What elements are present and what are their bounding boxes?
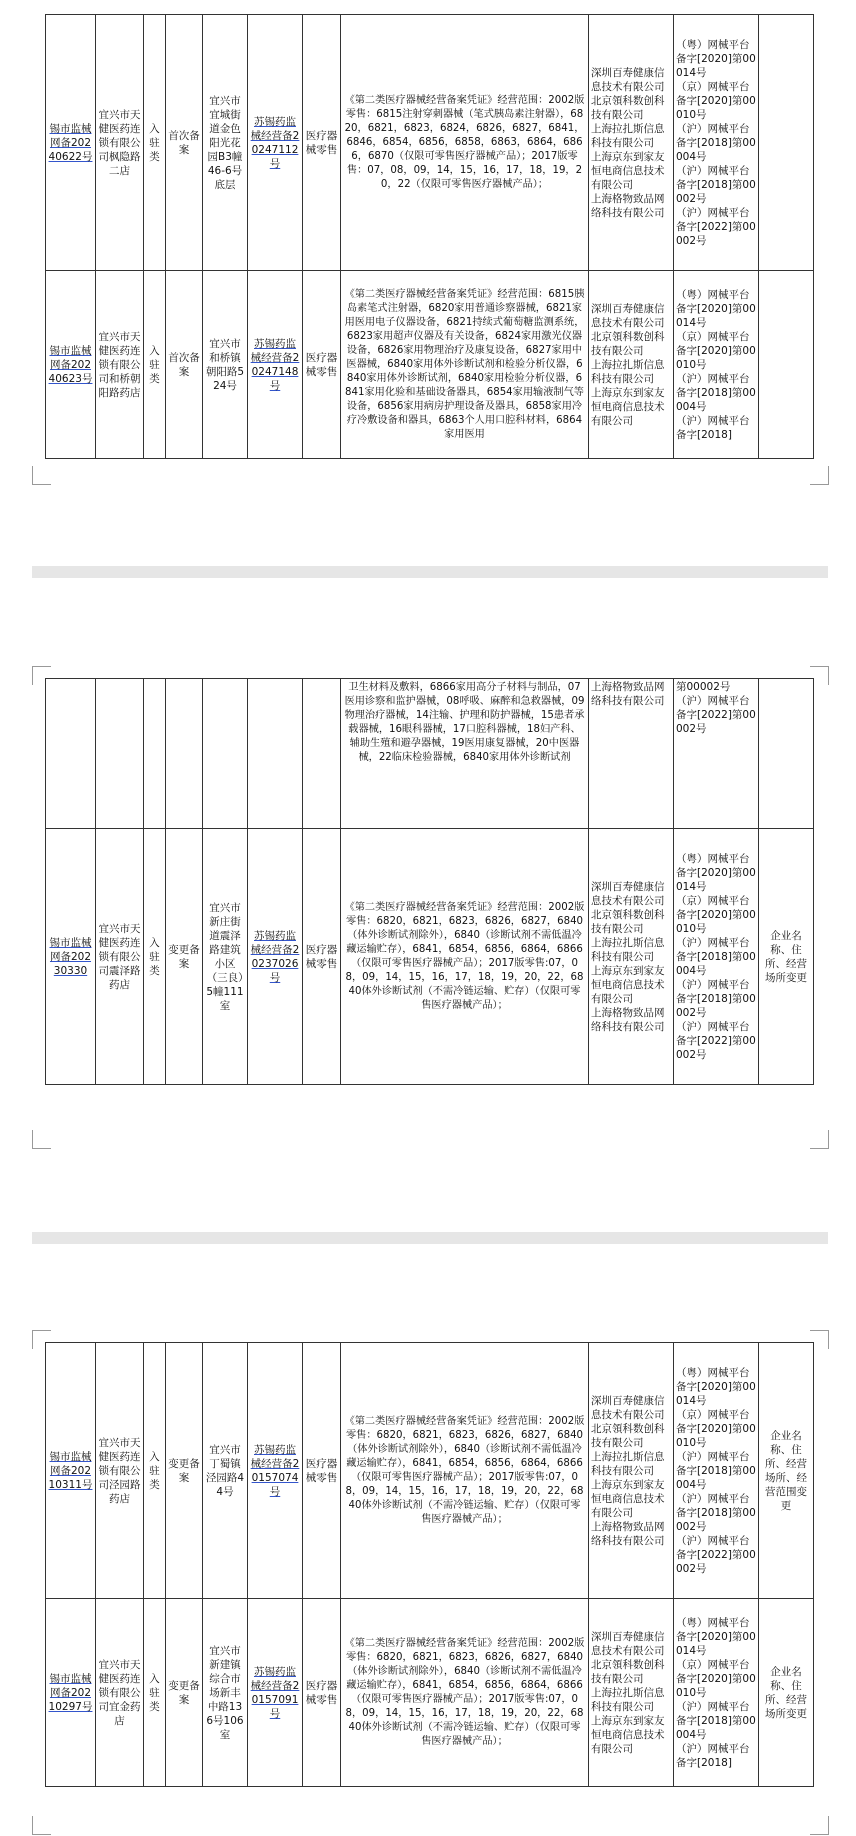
remark-cell: 企业名称、住所、经营场所变更 bbox=[759, 1599, 814, 1787]
page-break-band bbox=[32, 1232, 828, 1244]
platform-name: 北京領科数创科技有限公司 bbox=[591, 908, 665, 935]
platform-record: （沪）网械平台备字[2018]第00002号 bbox=[676, 164, 756, 205]
platform-record: （粤）网械平台备字[2020]第00014号 bbox=[676, 1366, 756, 1407]
platform-record: （沪）网械平台备字[2018]第00004号 bbox=[676, 372, 756, 413]
margin-corner-mark bbox=[32, 1130, 51, 1149]
company-cell: 宜兴市天健医药连锁有限公司震泽路药店 bbox=[96, 829, 144, 1085]
record-table-block-2 bbox=[45, 678, 814, 1085]
platform-record: （沪）网械平台备字[2022]第00002号 bbox=[676, 1020, 756, 1061]
table-row bbox=[46, 15, 814, 271]
platform-record: （沪）网械平台备字[2018]第00002号 bbox=[676, 978, 756, 1019]
scope-cell: 《第二类医疗器械经营备案凭证》经营范围：2002版零售：6820，6821，6823，6826，6827，6840（体外诊断试剂除外），6840（诊断试剂不需低温冷藏运输贮存），6841，6854，6856，6864，6866（仅限可零售医疗器械产品）；2017版零售:07，08，09，14，15，16，17，18，19，20，22，6840体外诊断试剂（不需冷链运输、贮存）（仅限可零售医疗器械产品）； bbox=[341, 829, 589, 1085]
scope-cell: 《第二类医疗器械经营备案凭证》经营范围：6815胰岛素笔式注射器，6820家用普通诊察器械，6821家用医用电子仪器设备，6821持续式葡萄糖监测系统，6823家用超声仪器及有关设备，6824家用激光仪器设备，6826家用物理治疗及康复设备，6827家用中医器械，6840家用体外诊断试剂和检验分析仪器，6840家用体外诊断试剂，6840家用检验分析仪器，6841家用化验和基础设备器具，6854家用输液制气等设备，6856家用病房护理设备及器具，6858家用冷疗冷敷设备和器具，6863个人用口腔科材料，6864家用医用 bbox=[341, 271, 589, 459]
platform-name: 深圳百寿健康信息技术有限公司 bbox=[591, 66, 665, 93]
mode-cell: 医疗器械零售 bbox=[303, 271, 341, 459]
table-row bbox=[46, 271, 814, 459]
page-break-band bbox=[32, 566, 828, 578]
scope-cell: 《第二类医疗器械经营备案凭证》经营范围：2002版零售：6820，6821，6823，6826，6827，6840（体外诊断试剂除外），6840（诊断试剂不需低温冷藏运输贮存），6841，6854，6856，6864，6866（仅限可零售医疗器械产品）；2017版零售:07，08，09，14，15，16，17，18，19，20，22，6840体外诊断试剂（不需冷链运输、贮存）（仅限可零售医疗器械产品）； bbox=[341, 1343, 589, 1599]
address-cell: 宜兴市新建镇综合市场新丰中路136号106室 bbox=[203, 1599, 248, 1787]
platform-record-cell bbox=[674, 829, 759, 1085]
company-cell: 宜兴市天健医药连锁有限公司泾园路药店 bbox=[96, 1343, 144, 1599]
license-cell: 苏锡药监械经营备20247148号 bbox=[248, 271, 303, 459]
platform-record: （沪）网械平台备字[2018] bbox=[676, 414, 750, 441]
remark-cell bbox=[759, 271, 814, 459]
license-cell bbox=[248, 679, 303, 829]
table-row bbox=[46, 1599, 814, 1787]
mode-cell bbox=[303, 679, 341, 829]
record-no-cell: 锡市监械网备20240622号 bbox=[46, 15, 96, 271]
platform-name: 深圳百寿健康信息技术有限公司 bbox=[591, 1630, 665, 1657]
action-cell: 变更备案 bbox=[166, 1599, 203, 1787]
platform-record-cell bbox=[674, 15, 759, 271]
platform-name: 北京領科数创科技有限公司 bbox=[591, 94, 665, 121]
table-row bbox=[46, 829, 814, 1085]
platform-record: （沪）网械平台备字[2018]第00004号 bbox=[676, 122, 756, 163]
remark-cell bbox=[759, 15, 814, 271]
address-cell: 宜兴市宜城街道金色阳光花园B3幢46-6号底层 bbox=[203, 15, 248, 271]
record-table-block-1 bbox=[45, 14, 814, 459]
platform-record: （京）网械平台备字[2020]第00010号 bbox=[676, 1658, 756, 1699]
platform-record: （沪）网械平台备字[2018]第00004号 bbox=[676, 936, 756, 977]
table-row-continued bbox=[46, 679, 814, 829]
platform-record: （粤）网械平台备字[2020]第00014号 bbox=[676, 1616, 756, 1657]
margin-corner-mark bbox=[810, 466, 829, 485]
action-cell: 变更备案 bbox=[166, 1343, 203, 1599]
platform-record: （沪）网械平台备字[2022]第00002号 bbox=[676, 1534, 756, 1575]
platform-name: 上海拉扎斯信息科技有限公司 bbox=[591, 122, 665, 149]
address-cell: 宜兴市新庄街道震泽路建筑小区（三良）5幢111室 bbox=[203, 829, 248, 1085]
remark-cell: 企业名称、住所、经营场所、经营范围变更 bbox=[759, 1343, 814, 1599]
platform-record-cell bbox=[674, 1343, 759, 1599]
record-no-cell: 锡市监械网备20230330 bbox=[46, 829, 96, 1085]
platform-record: （沪）网械平台备字[2022]第00002号 bbox=[676, 695, 756, 735]
type-cell: 入驻类 bbox=[144, 1343, 166, 1599]
company-cell: 宜兴市天健医药连锁有限公司宜金药店 bbox=[96, 1599, 144, 1787]
scope-cell: 卫生材料及敷料，6866家用高分子材料与制品，07医用诊察和监护器械，08呼吸、麻醉和急救器械，09物理治疗器械，14注输、护理和防护器械，15患者承载器械，16眼科器械，17口腔科器械，18妇产科、辅助生殖和避孕器械，19医用康复器械，20中医器械，22临床检验器械，6840家用体外诊断试剂 bbox=[341, 679, 589, 829]
platform-record: （沪）网械平台备字[2018]第00004号 bbox=[676, 1450, 756, 1491]
platform-name: 上海格物致品网络科技有限公司 bbox=[591, 1006, 665, 1033]
platform-record: （京）网械平台备字[2020]第00010号 bbox=[676, 330, 756, 371]
margin-corner-mark bbox=[810, 1130, 829, 1149]
record-no-cell bbox=[46, 679, 96, 829]
type-cell: 入驻类 bbox=[144, 1599, 166, 1787]
platform-record-cell bbox=[674, 271, 759, 459]
platform-record: （粤）网械平台备字[2020]第00014号 bbox=[676, 288, 756, 329]
platform-record-cell bbox=[674, 679, 759, 829]
mode-cell: 医疗器械零售 bbox=[303, 829, 341, 1085]
platform-record: （京）网械平台备字[2020]第00010号 bbox=[676, 894, 756, 935]
platform-cell bbox=[589, 15, 674, 271]
platform-record: （粤）网械平台备字[2020]第00014号 bbox=[676, 852, 756, 893]
platform-record: 第00002号 bbox=[676, 681, 731, 693]
mode-cell: 医疗器械零售 bbox=[303, 1343, 341, 1599]
license-cell: 苏锡药监械经营备20247112号 bbox=[248, 15, 303, 271]
platform-name: 上海京东到家友恒电商信息技术有限公司 bbox=[591, 1478, 665, 1519]
license-cell: 苏锡药监械经营备20157091号 bbox=[248, 1599, 303, 1787]
platform-name: 北京領科数创科技有限公司 bbox=[591, 1422, 665, 1449]
mode-cell: 医疗器械零售 bbox=[303, 1599, 341, 1787]
type-cell: 入驻类 bbox=[144, 829, 166, 1085]
license-cell: 苏锡药监械经营备20157074号 bbox=[248, 1343, 303, 1599]
action-cell: 变更备案 bbox=[166, 829, 203, 1085]
address-cell bbox=[203, 679, 248, 829]
platform-name: 上海京东到家友恒电商信息技术有限公司 bbox=[591, 150, 665, 191]
address-cell: 宜兴市和桥镇朝阳路524号 bbox=[203, 271, 248, 459]
platform-cell bbox=[589, 271, 674, 459]
platform-cell bbox=[589, 829, 674, 1085]
platform-name: 上海京东到家友恒电商信息技术有限公司 bbox=[591, 964, 665, 1005]
action-cell: 首次备案 bbox=[166, 15, 203, 271]
type-cell bbox=[144, 679, 166, 829]
address-cell: 宜兴市丁蜀镇泾园路44号 bbox=[203, 1343, 248, 1599]
platform-name: 上海京东到家友恒电商信息技术有限公司 bbox=[591, 1714, 665, 1755]
company-cell bbox=[96, 679, 144, 829]
platform-name: 上海格物致品网络科技有限公司 bbox=[591, 192, 665, 219]
platform-cell bbox=[589, 1599, 674, 1787]
company-cell: 宜兴市天健医药连锁有限公司枫隐路二店 bbox=[96, 15, 144, 271]
platform-record: （沪）网械平台备字[2018]第00002号 bbox=[676, 1492, 756, 1533]
platform-record: （京）网械平台备字[2020]第00010号 bbox=[676, 1408, 756, 1449]
record-no-cell: 锡市监械网备20210297号 bbox=[46, 1599, 96, 1787]
platform-cell bbox=[589, 679, 674, 829]
platform-name: 北京領科数创科技有限公司 bbox=[591, 1658, 665, 1685]
company-cell: 宜兴市天健医药连锁有限公司和桥朝阳路药店 bbox=[96, 271, 144, 459]
platform-name: 上海格物致品网络科技有限公司 bbox=[591, 1520, 665, 1547]
scope-cell: 《第二类医疗器械经营备案凭证》经营范围：2002版零售：6815注射穿刺器械（笔式胰岛素注射器），6820，6821，6823，6824，6826，6827，6841，6846，6854，6856，6858，6863，6864，6866，6870（仅限可零售医疗器械产品）；2017版零售：07，08，09，14，15，16，17，18，19，20，22（仅限可零售医疗器械产品）； bbox=[341, 15, 589, 271]
platform-name: 上海拉扎斯信息科技有限公司 bbox=[591, 358, 665, 385]
platform-record: （沪）网械平台备字[2018] bbox=[676, 1742, 750, 1769]
table-row bbox=[46, 1343, 814, 1599]
platform-name: 上海拉扎斯信息科技有限公司 bbox=[591, 1450, 665, 1477]
margin-corner-mark bbox=[32, 466, 51, 485]
remark-cell bbox=[759, 679, 814, 829]
type-cell: 入驻类 bbox=[144, 271, 166, 459]
platform-name: 上海京东到家友恒电商信息技术有限公司 bbox=[591, 386, 665, 427]
scope-cell: 《第二类医疗器械经营备案凭证》经营范围：2002版零售：6820，6821，6823，6826，6827，6840（体外诊断试剂除外），6840（诊断试剂不需低温冷藏运输贮存），6841，6854，6856，6864，6866（仅限可零售医疗器械产品）；2017版零售:07，08，09，14，15，16，17，18，19，20，22，6840体外诊断试剂（不需冷链运输、贮存）（仅限可零售医疗器械产品）； bbox=[341, 1599, 589, 1787]
platform-record: （沪）网械平台备字[2018]第00004号 bbox=[676, 1700, 756, 1741]
platform-name: 上海格物致品网络科技有限公司 bbox=[591, 681, 665, 707]
margin-corner-mark bbox=[32, 1816, 51, 1835]
remark-cell: 企业名称、住所、经营场所变更 bbox=[759, 829, 814, 1085]
platform-name: 上海拉扎斯信息科技有限公司 bbox=[591, 936, 665, 963]
record-table-block-3 bbox=[45, 1342, 814, 1787]
mode-cell: 医疗器械零售 bbox=[303, 15, 341, 271]
platform-name: 深圳百寿健康信息技术有限公司 bbox=[591, 302, 665, 329]
platform-name: 深圳百寿健康信息技术有限公司 bbox=[591, 1394, 665, 1421]
platform-cell bbox=[589, 1343, 674, 1599]
record-no-cell: 锡市监械网备20210311号 bbox=[46, 1343, 96, 1599]
platform-record: （京）网械平台备字[2020]第00010号 bbox=[676, 80, 756, 121]
record-no-cell: 锡市监械网备20240623号 bbox=[46, 271, 96, 459]
license-cell: 苏锡药监械经营备20237026号 bbox=[248, 829, 303, 1085]
platform-record: （粤）网械平台备字[2020]第00014号 bbox=[676, 38, 756, 79]
platform-record-cell bbox=[674, 1599, 759, 1787]
platform-name: 上海拉扎斯信息科技有限公司 bbox=[591, 1686, 665, 1713]
type-cell: 入驻类 bbox=[144, 15, 166, 271]
platform-name: 深圳百寿健康信息技术有限公司 bbox=[591, 880, 665, 907]
action-cell: 首次备案 bbox=[166, 271, 203, 459]
action-cell bbox=[166, 679, 203, 829]
margin-corner-mark bbox=[810, 1816, 829, 1835]
platform-record: （沪）网械平台备字[2022]第00002号 bbox=[676, 206, 756, 247]
platform-name: 北京領科数创科技有限公司 bbox=[591, 330, 665, 357]
